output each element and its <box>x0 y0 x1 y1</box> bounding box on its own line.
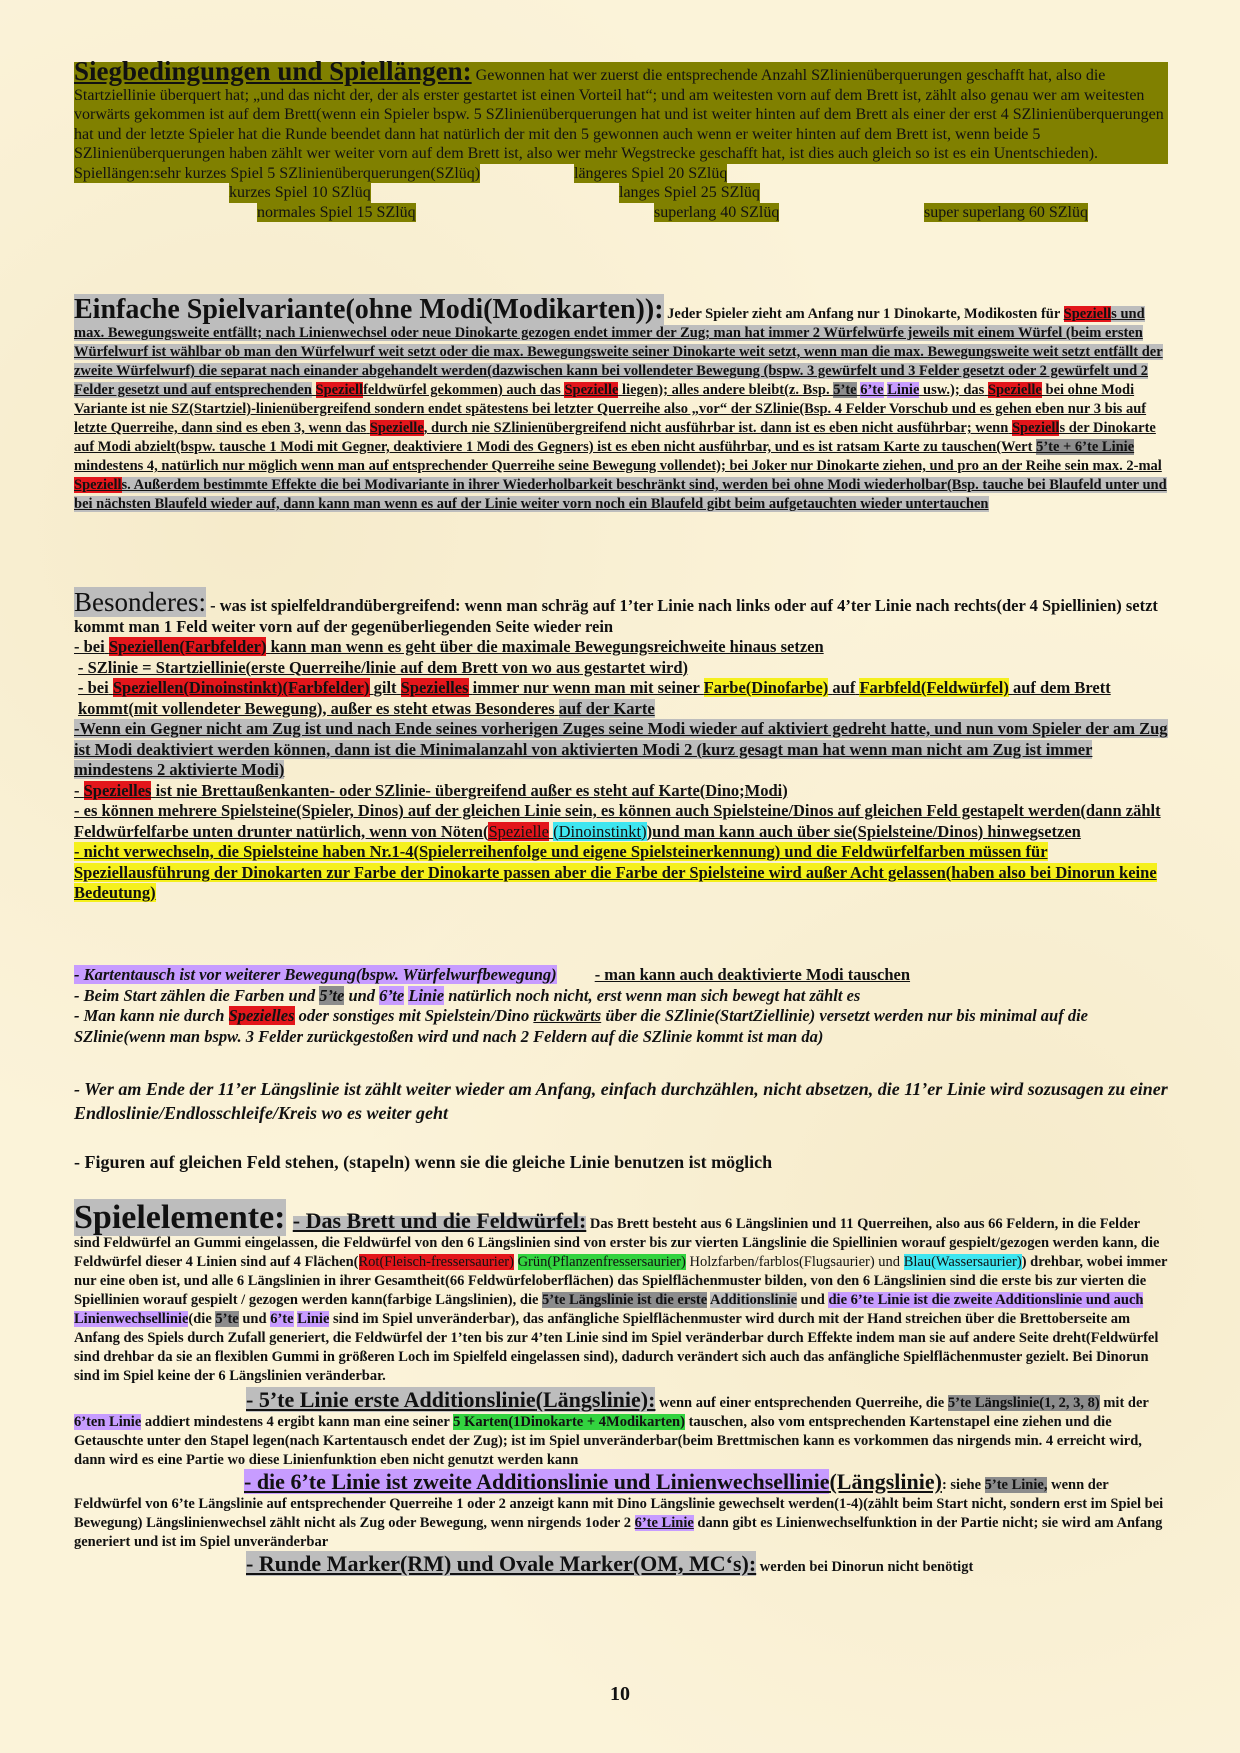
besonderes-text-7b: )und man kann auch über sie(Spielsteine/Dinos) hinwegsetzen <box>646 821 1081 841</box>
einfache-spielvariante-text-6: s der Dinokarte auf Modi abzielt(bspw. tausche 1 Modi mit Gegner, deaktiviere 1 Modi des Gegners) ist es eben nicht ausführbar, und es ist ratsam Karte zu tauschen(Wert <box>74 420 1156 455</box>
und-text: und <box>348 985 376 1005</box>
additionslinie-highlight: Additionslinie <box>710 1292 798 1308</box>
fuenfte-highlight: 5’te <box>833 382 857 398</box>
besonderes-dash: - bei <box>74 637 105 656</box>
besonderes-line-2 <box>74 637 1168 658</box>
besonderes-text-1: - was ist spielfeldrandübergreifend: wenn man schräg auf 1’ter Linie nach links oder auf 4’ter Linie nach rechts(der 4 Spiellinien) setzt kommt man 1 Feld weiter vorn auf der gegenüberliegenden Seite wieder rein <box>74 596 1158 636</box>
einfache-spielvariante-text-2: feldwürfel gekommen) auch das <box>363 382 561 398</box>
sechste-linie-paragraph <box>74 1469 1168 1552</box>
sechste-highlight: 6’te <box>379 985 405 1005</box>
sechste-highlight: 6’te <box>270 1311 294 1327</box>
spezielle-highlight: Spezielle <box>564 382 619 398</box>
spiellaenge-20: längeres Spiel 20 SZlüq <box>574 164 728 182</box>
wert-highlight: 5’te + 6’te Linie <box>1036 439 1135 455</box>
brett-text-1: Das Brett besteht aus 6 Längslinien und 11 Querreihen, also aus 66 Feldern, in die Felder sind Feldwürfel an Gummi eingelassen, die Feldwürfel von den 6 Längslinien sind von erster bis zur vierten Längslinie die Spiellinien worauf gespielt/gezogen werden kann, die Feldwürfel dieser 4 Linien sind auf 4 Flächen( <box>74 1216 1160 1270</box>
besonderes-line-8 <box>74 842 1168 904</box>
hinweis-line-1 <box>74 965 1168 986</box>
beim-start-text: - Beim Start zählen die Farben und <box>74 985 316 1005</box>
sechste-linie-ref: 6’te Linie <box>634 1515 694 1531</box>
marker-heading: - Runde Marker(RM) und Ovale Marker(OM, MC‘s): <box>246 1551 757 1576</box>
holzfarben-text: Holzfarben/farblos(Flugsaurier) und <box>689 1254 901 1270</box>
und-text: und <box>242 1311 267 1327</box>
einfache-spielvariante-text-5: , durch nie SZlinienübergreifend nicht ausführbar ist. dann ist es eben nicht ausführbar; wenn <box>423 420 1009 436</box>
besonderes-line-7 <box>74 801 1168 842</box>
einfache-spielvariante-heading: Einfache Spielvariante(ohne Modi(Modikarten)): <box>74 294 664 325</box>
besonderes-line-6 <box>74 781 1168 802</box>
sechste-linie-heading: - die 6’te Linie ist zweite Additionslinie und Linienwechsellinie <box>244 1469 830 1494</box>
marker-text: werden bei Dinorun nicht benötigt <box>759 1559 974 1575</box>
rueckwaerts-text-2: oder sonstiges mit Spielstein/Dino <box>298 1006 530 1025</box>
spezielles-highlight: Spezielles <box>83 780 152 800</box>
linie-highlight: Linie <box>408 985 445 1005</box>
spezielle-highlight: Spezielle <box>369 420 424 436</box>
fuenf-karten-highlight: 5 Karten(1Dinokarte + 4Modikarten) <box>453 1414 685 1430</box>
sechste-linie-text-1: wenn der Feldwürfel von 6’te Längslinie auf entsprechender Querreihe 1 oder 2 anzeigt kann mit Dino Längslinie gewechselt werden(1-4)(zählt beim Start nicht, sondern erst im Spiel bei Bewegung) Längslinienwechsel zählt nicht als Zug oder Bewegung, wenn nirgends 1oder 2 <box>74 1477 1164 1531</box>
section-hinweise <box>74 965 1168 1047</box>
fuenfte-linie-text-2: addiert mindestens 4 ergibt kann man eine seiner <box>144 1414 450 1430</box>
farbe-dinofarbe: Farbe(Dinofarbe) <box>703 678 829 697</box>
stapeln-text: - Figuren auf gleichen Feld stehen, (stapeln) wenn sie die gleiche Linie benutzen ist möglich <box>74 1152 773 1172</box>
speziell-highlight: Speziell <box>1063 306 1112 322</box>
hinweis-line-3 <box>74 1006 1168 1047</box>
besonderes-heading: Besonderes: <box>74 587 206 617</box>
besonderes-text-7: - es können mehrere Spielsteine(Spieler, Dinos) auf der gleichen Linie sein, es können auch Spielsteine/Dinos auf gleichen Feld gestapelt werden(dann zählt Feldwürfelfarbe unten drunter natürlich, wenn von Nöten( <box>74 801 1161 841</box>
sechste-linie-highlight: 6’ten Linie <box>74 1414 142 1430</box>
siegbedingungen-text: Gewonnen hat wer zuerst die entsprechende Anzahl SZlinienüberquerungen geschafft hat, also die Startziellinie überquert hat; „und das nicht der, der als erster gestartet ist einen Vorteil hat“; und am weitesten vorn auf dem Brett ist, zählt also genau wer am weitesten vorwärts gekommen ist auf dem Brett(wenn ein Spieler bspw. 5 SZlinienüberquerungen hat und ist weiter hinten auf dem Brett als einer der erst 4 SZlinienüberquerungen hat und der letzte Spieler hat die Runde beendet dann hat natürlich der mit den 5 gewonnen auch wenn er weiter hinten auf dem Brett ist, wenn beide 5 SZlinienüberquerungen haben zählt wer weiter vorn auf dem Brett ist, also wer mehr Wegstrecke geschafft hat, ist dies auch gleich so ist es ein Unentschieden). <box>74 67 1164 162</box>
speziell-highlight: Speziell <box>1011 420 1060 436</box>
besonderes-gilt: gilt <box>373 678 397 697</box>
laengslinie-label: (Längslinie) <box>829 1469 942 1494</box>
besonderes-dash: - <box>74 780 80 800</box>
rueckwaerts-text: - Man kann nie durch <box>74 1006 225 1025</box>
fuenfte-highlight: 5’te <box>319 985 345 1005</box>
fuenfte-linie-text-1: wenn auf einer entsprechenden Querreihe, die <box>659 1395 945 1411</box>
die-text: (die <box>188 1311 212 1327</box>
besonderes-text-6: ist nie Brettaußenkanten- oder SZlinie- übergreifend außer es steht auf Karte(Dino;Modi) <box>155 780 788 800</box>
und-text: und <box>800 1292 825 1308</box>
besonderes-text-4b: auf dem Brett kommt(mit vollendeter Bewegung), außer es steht etwas Besonderes <box>78 678 1111 718</box>
brett-text-4: sind im Spiel unveränderbar), das anfängliche Spielflächenmuster wird durch mit der Hand streichen über die Brettoberseite am Anfang des Spiels durch Zufall generiert, die Feldwürfel der 1’ten bis zur 4’ten Linie sind im Spiel veränderbar durch Effekte indem man sie auf andere Seite dreht(Feldwürfel sind drehbar da sie an flexiblen Gummi in größeren Loch im Spielfeld eingelassen sind), dadurch verändert sich auch das anfängliche Spielflächenmuster gezielt. Bei Dinorun sind im Spiel keine der 6 Längslinien veränderbar. <box>74 1311 1159 1384</box>
marker-paragraph <box>74 1551 1168 1577</box>
besonderes-text-8: - nicht verwechseln, die Spielsteine haben Nr.1-4(Spielerreihenfolge und eigene Spielsteinerkennung) und die Feldwürfelfarben müssen für Speziellausführung der Dinokarten zur Farbe der Dinokarte passen aber die Farbe der Spielsteine wird außer Acht gelassen(haben also bei Dinorun keine Bedeutung) <box>74 842 1157 902</box>
rot-fleischfresser: Rot(Fleisch-fressersaurier) <box>358 1254 514 1270</box>
spielelemente-paragraph <box>74 1199 1168 1386</box>
einfache-spielvariante-text-1: s und max. Bewegungsweite entfällt; nach Linienwechsel oder neue Dinokarte gezogen endet immer der Zug; man hat immer 2 Würfelwürfe jeweils mit einem Würfel (beim ersten Würfelwurf ist wählbar ob man den Würfelwurf weit setzt oder die max. Bewegungsweite seiner Dinokarte weit setzt, wenn man die max. Bewegungsweite weit setzt entfällt der zweite Würfelwurf) die separat nach einander abgehandelt werden(dazwischen kann bei vollendeter Bewegung (bspw. 3 gewürfelt und 3 Felder gesetzt oder 2 gewürfelt und 2 Felder gesetzt und auf entsprechenden <box>74 306 1163 398</box>
besonderes-line-1 <box>74 587 1168 637</box>
deaktivierte-modi-hinweis: - man kann auch deaktivierte Modi tauschen <box>594 965 911 984</box>
einfache-spielvariante-intro: Jeder Spieler zieht am Anfang nur 1 Dinokarte, Modikosten für <box>667 306 1061 322</box>
spiellaenge-25: langes Spiel 25 SZlüq <box>619 184 760 201</box>
fuenfte-linie-text-3: tauschen, also vom entsprechenden Kartenstapel eine ziehen und die Getauschte unter den Stapel legen(nach Kartentausch endet der Zug); ist im Spiel unveränderbar(beim Brettmischen kann es vorkommen das nirgends min. 4 erreicht wird, dann wird es eine Partie wo diese Linienfunktion eben nicht genutzt werden kann <box>74 1414 1142 1468</box>
speziell-highlight: Speziell <box>315 382 364 398</box>
mit-der-text: mit der <box>1103 1395 1149 1411</box>
einfache-spielvariante-text-4: bei ohne Modi Variante ist nie SZ(Startziel)-linienübergreifend sondern endet spätestens bei letzter Querreihe also „vor“ der SZlinie(Bsp. 4 Felder Vorschub und es gehen eben nur 3 bis auf letzte Querreihe, dann sind es eben 3, wenn das <box>74 382 1147 436</box>
section-siegbedingungen <box>74 56 1168 222</box>
fuenfte-linie-ref: 5’te Linie, <box>984 1477 1048 1493</box>
siegbedingungen-paragraph <box>74 56 1168 164</box>
endloslinie-text: - Wer am Ende der 11’er Längslinie ist zählt weiter wieder am Anfang, einfach durchzählen, nicht absetzen, die 11’er Linie wird sozusagen zu einer Endloslinie/Endlosschleife/Kreis wo es weiter geht <box>74 1079 1168 1123</box>
einfache-spielvariante-text-3b: usw.); das <box>923 382 985 398</box>
spezielles-highlight: Spezielles <box>228 1006 295 1025</box>
brett-feldwuerfel-subheading: - Das Brett und die Feldwürfel <box>292 1208 579 1233</box>
fuenfte-highlight: 5’te <box>215 1311 239 1327</box>
linie-highlight: Linie <box>887 382 920 398</box>
besonderes-line-4 <box>74 678 1168 719</box>
beim-start-text-2: natürlich noch nicht, erst wenn man sich bewegt hat zählt es <box>448 985 861 1005</box>
spiellaenge-60: super superlang 60 SZlüq <box>924 203 1088 221</box>
section-einfache-spielvariante <box>74 294 1168 514</box>
besonderes-line-5 <box>74 719 1168 781</box>
spiellaenge-40: superlang 40 SZlüq <box>654 203 780 221</box>
colon: : <box>578 1208 587 1233</box>
auf-der-karte: auf der Karte <box>558 698 655 718</box>
speziell-highlight: Speziell <box>74 477 122 493</box>
blau-wassersaurier: Blau(Wassersaurier) <box>903 1254 1022 1270</box>
einfache-spielvariante-text-3: liegen); alles andere bleibt(z. Bsp. <box>622 382 830 398</box>
spezielles-highlight: Spezielles <box>400 678 469 697</box>
fuenfte-linie-paragraph <box>74 1387 1168 1470</box>
spezielle-highlight: Spezielle <box>987 382 1042 398</box>
speziellen-dinoinstinkt: Speziellen(Dinoinstinkt)(Farbfelder) <box>112 678 370 697</box>
section-besonderes <box>74 587 1168 904</box>
fuenfte-laengslinie-highlight: 5’te Längslinie ist die erste <box>542 1292 708 1308</box>
besonderes-text-3: - SZlinie = Startziellinie(erste Querreihe/linie auf dem Brett von wo aus gestartet wird) <box>78 657 689 677</box>
fuenfte-linie-heading: - 5’te Linie erste Additionslinie <box>246 1387 536 1412</box>
sechste-linie-text-2: dann gibt es Linienwechselfunktion in der Partie nicht; sie wird am Anfang generiert und ist im Spiel unveränderbar <box>74 1515 1163 1550</box>
dinoinstinkt-highlight: (Dinoinstinkt) <box>553 821 647 841</box>
section-stapeln <box>74 1150 1168 1174</box>
fuenfte-laengslinie-werte: 5’te Längslinie(1, 2, 3, 8) <box>947 1395 1100 1411</box>
spezielle-highlight: Spezielle <box>488 821 549 841</box>
besonderes-text-2: kann man wenn es geht über die maximale Bewegungsreichweite hinaus setzen <box>270 637 824 656</box>
besonderes-text-5: -Wenn ein Gegner nicht am Zug ist und nach Ende seines vorherigen Zuges seine Modi wieder auf aktiviert gedreht hatte, und nun vom Spieler der am Zug ist Modi deaktiviert werden können, dann ist die Minimalanzahl von aktivierten Modi 2 (kurz gesagt man hat wenn man nicht am Zug ist immer mindestens 2 aktivierte Modi) <box>74 719 1168 779</box>
rueckwaerts-text-3: über die SZlinie(StartZiellinie) versetzt werden nur bis minimal auf die SZlinie(wenn man bspw. 3 Felder zurückgestoßen wird und nach 2 Feldern auf die SZlinie kommt ist man da) <box>74 1006 1088 1046</box>
speziellen-farbfelder: Speziellen(Farbfelder) <box>108 637 267 656</box>
page-number: 10 <box>610 1683 630 1705</box>
besonderes-dash: - bei <box>78 678 109 697</box>
besonderes-auf: auf <box>832 678 856 697</box>
spiellaengen-row-1 <box>74 164 1168 184</box>
farbfeld-feldwuerfel: Farbfeld(Feldwürfel) <box>859 678 1009 697</box>
kartentausch-hinweis: - Kartentausch ist vor weiterer Bewegung(bspw. Würfelwurfbewegung) <box>74 965 557 984</box>
einfache-spielvariante-paragraph <box>74 294 1168 514</box>
spiellaenge-10: kurzes Spiel 10 SZlüq <box>229 184 371 201</box>
section-spielelemente <box>74 1199 1168 1577</box>
laengslinie-label: (Längslinie): <box>535 1387 656 1412</box>
spiellaengen-row-2 <box>74 183 1168 203</box>
spiellaengen-row-3 <box>74 203 1168 223</box>
section-endloslinie <box>74 1077 1168 1125</box>
siegbedingungen-heading: Siegbedingungen und Spiellängen: <box>74 56 472 86</box>
rueckwaerts-word: rückwärts <box>533 1006 602 1025</box>
sechste-highlight: 6’te <box>860 382 884 398</box>
siehe-text: : siehe <box>941 1477 982 1493</box>
einfache-spielvariante-text-8: s. Außerdem bestimmte Effekte die bei Modivariante in ihrer Wiederholbarkeit beschränkt sind, werden bei ohne Modi wiederholbar(Bsp. tauche bei Blaufeld unter und bei nächsten Blaufeld wieder auf, dann kann man wenn es auf der Linie weiter vorn noch ein Blaufeld gibt beim aufgetauchten wieder untertauchen <box>74 477 1167 512</box>
linie-highlight: Linie <box>297 1311 330 1327</box>
spielelemente-heading: Spielelemente: <box>74 1199 286 1236</box>
brett-text-3: ) drehbar, wobei immer nur eine oben ist, und alle 6 Längslinien in ihrer Gesamtheit(66 Feldwürfeloberflächen) das Spielflächenmuster bilden, von den 6 Längslinien sind die erste bis zur vierten die Spiellinien worauf gespielt / gezogen werden kann(farbige Längslinien), die <box>74 1254 1168 1308</box>
hinweis-line-2 <box>74 986 1168 1007</box>
besonderes-text-4: immer nur wenn man mit seiner <box>472 678 700 697</box>
sechste-linie-highlight: die 6’te Linie ist die zweite Additionslinie und auch Linienwechsellinie <box>74 1292 1144 1327</box>
spiellaengen-label: Spiellängen:sehr kurzes Spiel 5 SZlinienüberquerungen(SZlüq) <box>74 164 481 182</box>
gruen-pflanzenfresser: Grün(Pflanzenfressersaurier) <box>517 1254 686 1270</box>
einfache-spielvariante-text-7: mindestens 4, natürlich nur möglich wenn man auf entsprechender Querreihe seine Bewegung vollendet); bei Joker nur Dinokarte ziehen, und pro an der Reihe sein max. 2-mal <box>74 458 1162 474</box>
spiellaenge-15: normales Spiel 15 SZlüq <box>257 203 416 221</box>
